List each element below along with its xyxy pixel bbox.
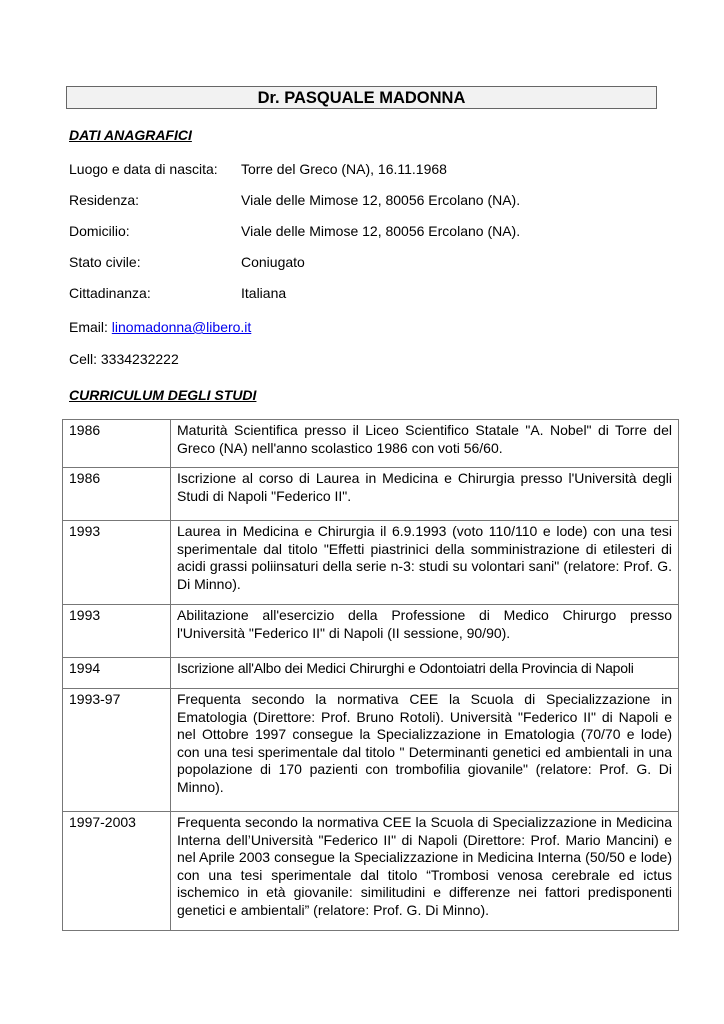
document-title: Dr. PASQUALE MADONNA	[66, 86, 657, 109]
year-cell: 1994	[63, 658, 171, 689]
field-label: Cittadinanza:	[69, 285, 151, 301]
section-heading-studies: CURRICULUM DEGLI STUDI	[69, 387, 257, 403]
description-cell: Frequenta secondo la normativa CEE la Scuola di Specializzazione in Ematologia (Direttore: Prof. Bruno Rotoli). Università "Federico II" di Napoli e nel Ottobre 1997 consegue la Specializzazione in Ematologia (70/70 e lode) con una tesi sperimentale dal titolo " Determinanti genetici ed ambientali in una popolazione di 170 pazienti con trombofilia giovanile" (relatore: Prof. G. Di Minno).	[171, 689, 679, 812]
year-cell: 1993	[63, 605, 171, 658]
table-row	[63, 521, 679, 605]
field-label: Residenza:	[69, 192, 140, 208]
year-cell: 1986	[63, 420, 171, 468]
table-row	[63, 658, 679, 689]
field-value: Viale delle Mimose 12, 80056 Ercolano (NA).	[241, 192, 521, 208]
description-cell: Laurea in Medicina e Chirurgia il 6.9.1993 (voto 110/110 e lode) con una tesi sperimentale dal titolo "Effetti piastrinici della somministrazione di etilesteri di acidi grassi poliinsaturi della serie n-3: studi su volontari sani" (relatore: Prof. G. Di Minno).	[171, 521, 679, 605]
section-heading-personal: DATI ANAGRAFICI	[69, 127, 192, 143]
description-cell: Abilitazione all'esercizio della Professione di Medico Chirurgo presso l'Università "Federico II" di Napoli (II sessione, 90/90).	[171, 605, 679, 658]
email-label: Email:	[69, 319, 108, 335]
field-label: Stato civile:	[69, 254, 141, 270]
table-row	[63, 605, 679, 658]
field-value: Torre del Greco (NA), 16.11.1968	[241, 161, 447, 177]
table-row	[63, 812, 679, 931]
cell-line: Cell: 3334232222	[69, 351, 179, 367]
description-cell: Iscrizione al corso di Laurea in Medicina e Chirurgia presso l'Università degli Studi di Napoli "Federico II".	[171, 468, 679, 521]
field-value: Coniugato	[241, 254, 305, 270]
year-cell: 1997-2003	[63, 812, 171, 931]
year-cell: 1993-97	[63, 689, 171, 812]
description-cell: Frequenta secondo la normativa CEE la Scuola di Specializzazione in Medicina Interna dell’Università "Federico II" di Napoli (Direttore: Prof. Mario Mancini) e nel Aprile 2003 consegue la Specializzazione in Medicina Interna (50/50 e lode) con una tesi sperimentale dal titolo “Trombosi venosa cerebrale ed ictus ischemico in età giovanile: similitudini e differenze nei fattori predisponenti genetici e ambientali” (relatore: Prof. G. Di Minno).	[171, 812, 679, 931]
description-cell: Maturità Scientifica presso il Liceo Scientifico Statale "A. Nobel" di Torre del Greco (NA) nell'anno scolastico 1986 con voti 56/60.	[171, 420, 679, 468]
field-value: Italiana	[241, 285, 287, 301]
year-cell: 1993	[63, 521, 171, 605]
table-row	[63, 689, 679, 812]
description-cell: Iscrizione all'Albo dei Medici Chirurghi e Odontoiatri della Provincia di Napoli	[171, 658, 679, 689]
table-row	[63, 420, 679, 468]
table-row	[63, 468, 679, 521]
field-label: Luogo e data di nascita:	[69, 161, 218, 177]
email-link[interactable]: linomadonna@libero.it	[111, 319, 252, 335]
field-label: Domicilio:	[69, 223, 130, 239]
studies-table	[62, 419, 679, 931]
email-line	[69, 319, 251, 335]
field-value: Viale delle Mimose 12, 80056 Ercolano (NA).	[241, 223, 521, 239]
year-cell: 1986	[63, 468, 171, 521]
